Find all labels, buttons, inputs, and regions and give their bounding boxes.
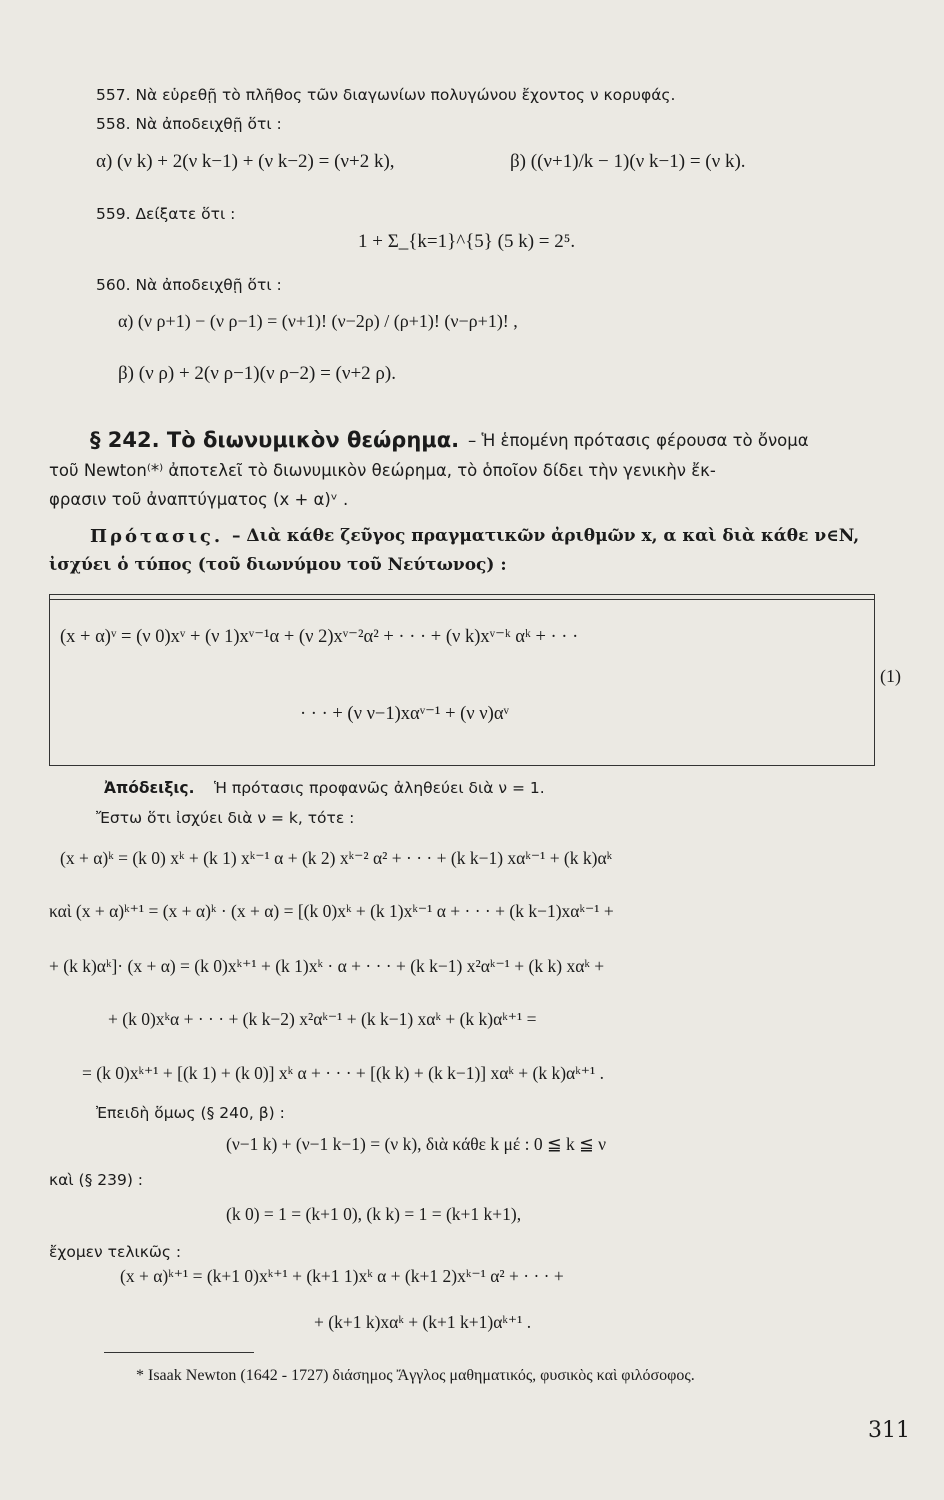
exercise-558-part-b: β) ((ν+1)/k − 1)(ν k−1) = (ν k). (510, 151, 746, 172)
section-intro-line-3: φρασιν τοῦ ἀναπτύγματος (x + α)ᵛ . (49, 490, 349, 509)
proof-since: Ἐπειδὴ ὅμως (§ 240, β) : (96, 1104, 285, 1122)
footnote: * Isaak Newton (1642 - 1727) διάσημος Ἄγγλος μαθηματικός, φυσικὸς καὶ φιλόσοφος. (136, 1367, 695, 1384)
proof-since-equation: (ν−1 k) + (ν−1 k−1) = (ν k), διὰ κάθε k μέ : 0 ≦ k ≦ ν (226, 1134, 607, 1154)
exercise-559: 559. Δείξατε ὅτι : (96, 205, 236, 223)
proof-and-reference: καὶ (§ 239) : (49, 1171, 144, 1189)
proof-line-1: Ἡ πρότασις προφανῶς ἀληθεύει διὰ ν = 1. (214, 779, 545, 797)
formula-tag: (1) (880, 666, 901, 686)
proof-label: Ἀπόδειξις. (104, 779, 195, 797)
section-title: § 242. Τὸ διωνυμικὸν θεώρημα. (90, 428, 460, 452)
exercise-558-part-a: α) (ν k) + 2(ν k−1) + (ν k−2) = (ν+2 k), (96, 151, 395, 172)
proposition-text-line-2: ἰσχύει ὁ τύπος (τοῦ διωνύμου τοῦ Νεύτωνος) : (49, 555, 507, 575)
binomial-formula-line-1: (x + α)ᵛ = (ν 0)xᵛ + (ν 1)xᵛ⁻¹α + (ν 2)xᵛ⁻²α² + · · · + (ν k)xᵛ⁻ᵏ αᵏ + · · · (60, 627, 579, 647)
section-intro-line-2: τοῦ Newton⁽*⁾ ἀποτελεῖ τὸ διωνυμικὸν θεώρημα, τὸ ὁποῖον δίδει τὴν γενικὴν ἔκ- (49, 461, 716, 480)
footnote-rule (104, 1352, 254, 1353)
proof-equation-5: = (k 0)xᵏ⁺¹ + [(k 1) + (k 0)] xᵏ α + · · · + [(k k) + (k k−1)] xαᵏ + (k k)αᵏ⁺¹ . (82, 1063, 604, 1083)
exercise-560-part-b: β) (ν ρ) + 2(ν ρ−1)(ν ρ−2) = (ν+2 ρ). (118, 363, 396, 384)
exercise-559-formula: 1 + Σ_{k=1}^{5} (5 k) = 2⁵. (358, 231, 576, 252)
exercise-560: 560. Νὰ ἀποδειχθῇ ὅτι : (96, 276, 282, 294)
proposition-label: Πρότασις. (90, 526, 224, 547)
exercise-558: 558. Νὰ ἀποδειχθῇ ὅτι : (96, 115, 282, 133)
proof-equation-2: καὶ (x + α)ᵏ⁺¹ = (x + α)ᵏ · (x + α) = [(k 0)xᵏ + (k 1)xᵏ⁻¹ α + · · · + (k k−1)xαᵏ⁻¹ + (49, 901, 614, 921)
proposition-text: – Διὰ κάθε ζεῦγος πραγματικῶν ἀριθμῶν x, α καὶ διὰ κάθε ν∈N, (232, 526, 860, 546)
proof-equation-1: (x + α)ᵏ = (k 0) xᵏ + (k 1) xᵏ⁻¹ α + (k 2) xᵏ⁻² α² + · · · + (k k−1) xαᵏ⁻¹ + (k k)αᵏ (60, 848, 613, 868)
binomial-formula-line-2: · · · + (ν ν−1)xαᵛ⁻¹ + (ν ν)αᵛ (300, 704, 509, 724)
proof-equation-3: + (k k)αᵏ]· (x + α) = (k 0)xᵏ⁺¹ + (k 1)xᵏ · α + · · · + (k k−1) x²αᵏ⁻¹ + (k k) xαᵏ + (49, 956, 605, 976)
page-number: 311 (868, 1418, 910, 1443)
final-equation-line-2: + (k+1 k)xαᵏ + (k+1 k+1)αᵏ⁺¹ . (314, 1312, 532, 1332)
exercise-557: 557. Νὰ εὑρεθῇ τὸ πλῆθος τῶν διαγωνίων πολυγώνου ἔχοντος ν κορυφάς. (96, 86, 676, 104)
exercise-560-part-a: α) (ν ρ+1) − (ν ρ−1) = (ν+1)! (ν−2ρ) / (ρ+1)! (ν−ρ+1)! , (118, 311, 518, 331)
box-top-rule (49, 599, 875, 600)
binomial-formula-box (49, 594, 875, 766)
final-equation-line-1: (x + α)ᵏ⁺¹ = (k+1 0)xᵏ⁺¹ + (k+1 1)xᵏ α + (k+1 2)xᵏ⁻¹ α² + · · · + (120, 1266, 564, 1286)
section-intro-line-1: – Ἡ ἑπομένη πρότασις φέρουσα τὸ ὄνομα (468, 431, 809, 450)
proof-line-2: Ἔστω ὅτι ἰσχύει διὰ ν = k, τότε : (96, 809, 355, 827)
proof-equation-4: + (k 0)xᵏα + · · · + (k k−2) x²αᵏ⁻¹ + (k k−1) xαᵏ + (k k)αᵏ⁺¹ = (108, 1009, 537, 1029)
proof-identity-equation: (k 0) = 1 = (k+1 0), (k k) = 1 = (k+1 k+1), (226, 1204, 522, 1224)
proof-finally: ἔχομεν τελικῶς : (49, 1243, 182, 1261)
